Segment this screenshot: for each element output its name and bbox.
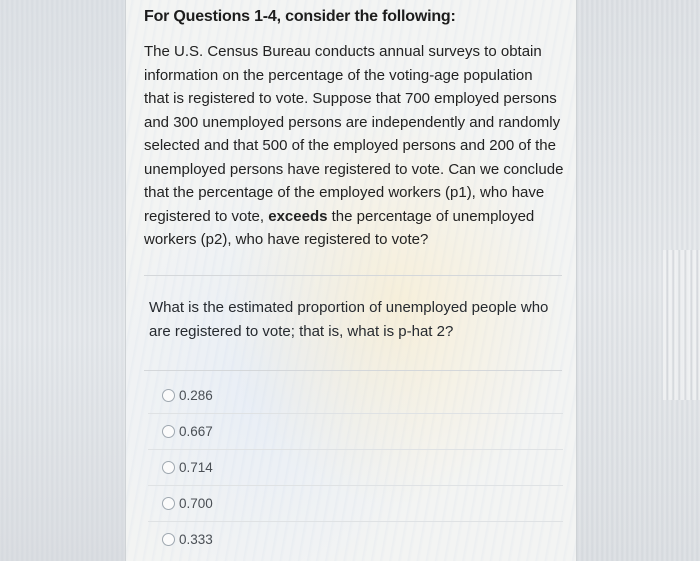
option-label: 0.714 <box>179 460 213 475</box>
passage-line: that is registered to vote. Suppose that 700 employed persons <box>144 90 557 107</box>
emphasis-exceeds: exceeds <box>268 207 328 225</box>
option-label: 0.286 <box>179 388 213 403</box>
radio-button[interactable] <box>162 389 175 402</box>
passage-line <box>144 205 569 229</box>
radio-button[interactable] <box>162 533 175 546</box>
radio-button[interactable] <box>162 497 175 510</box>
passage-line: The U.S. Census Bureau conducts annual surveys to obtain <box>144 43 542 60</box>
answer-option[interactable] <box>148 450 563 486</box>
answer-options <box>148 378 563 557</box>
question-panel <box>125 0 577 561</box>
question-line: are registered to vote; that is, what is p-hat 2? <box>149 323 454 340</box>
question-prompt <box>149 296 559 344</box>
left-background <box>0 0 125 561</box>
passage-text: registered to vote, <box>144 207 269 225</box>
answer-option[interactable] <box>148 486 563 522</box>
answer-option[interactable] <box>148 522 563 557</box>
questions-heading: For Questions 1-4, consider the following: <box>144 8 456 25</box>
answer-option[interactable] <box>148 414 563 450</box>
scenario-passage <box>144 40 569 252</box>
question-line: What is the estimated proportion of unemployed people who <box>149 299 549 316</box>
passage-line: and 300 unemployed persons are independently and randomly <box>144 113 561 131</box>
options-divider <box>144 370 562 371</box>
passage-line: information on the percentage of the voting-age population <box>144 66 533 84</box>
answer-option[interactable] <box>148 378 563 414</box>
radio-button[interactable] <box>162 461 175 474</box>
passage-text: the percentage of unemployed <box>327 207 535 225</box>
section-divider <box>144 275 562 276</box>
passage-line: workers (p2), who have registered to vote? <box>144 231 429 248</box>
background-stripes <box>663 250 700 400</box>
passage-line: selected and that 500 of the employed persons and 200 of the <box>144 137 556 154</box>
option-label: 0.700 <box>179 496 213 511</box>
passage-line: that the percentage of the employed workers (p1), who have <box>144 184 545 201</box>
option-label: 0.333 <box>179 532 213 547</box>
passage-line: unemployed persons have registered to vote. Can we conclude <box>144 160 564 178</box>
right-background <box>575 0 700 561</box>
radio-button[interactable] <box>162 425 175 438</box>
option-label: 0.667 <box>179 424 213 439</box>
